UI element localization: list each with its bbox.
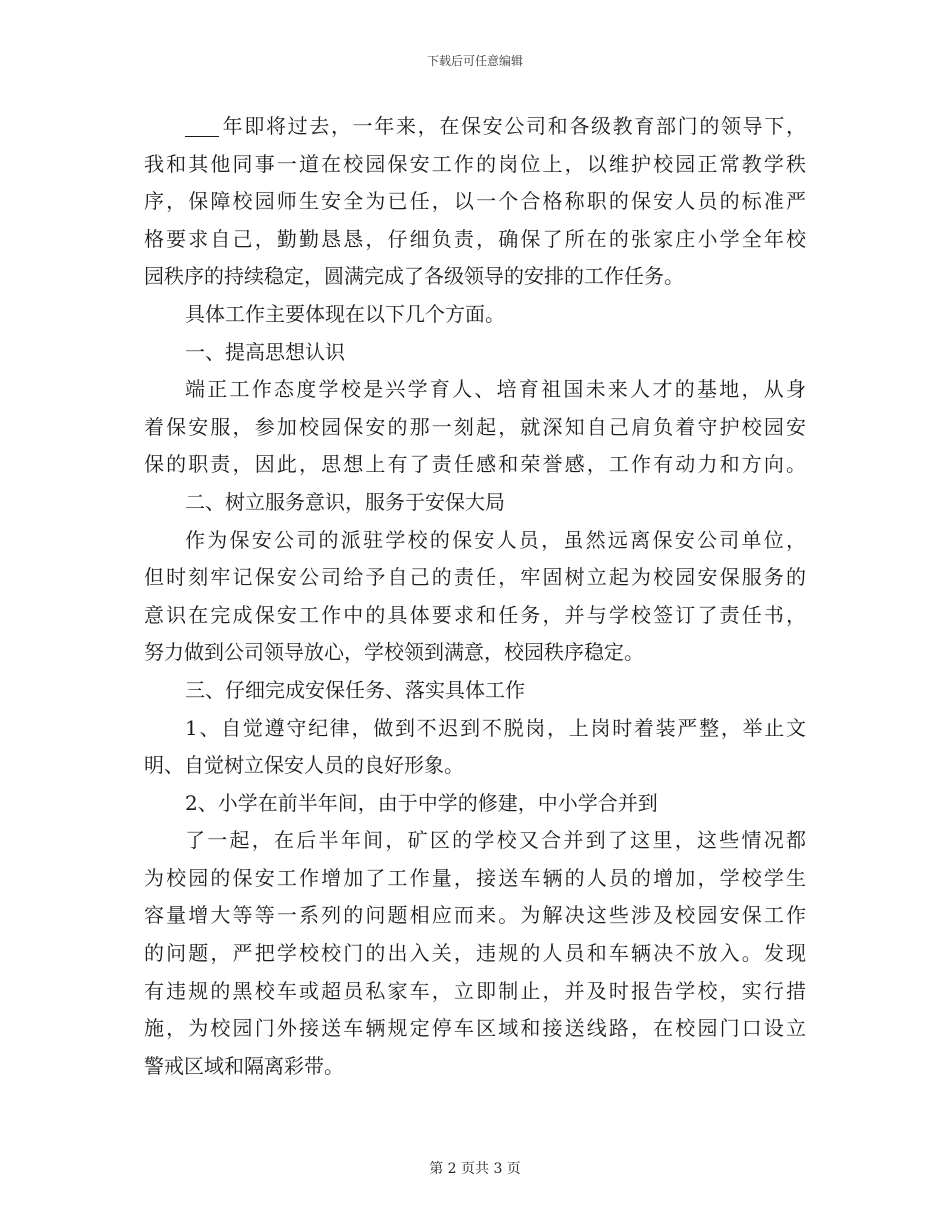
text-line (144, 897, 806, 935)
text-line (144, 146, 806, 184)
text-line-content: 了一起，在后半年间，矿区的学校又合并到了这里，这些情况都 (185, 828, 806, 853)
text-line-content: 的问题，严把学校校门的出入关，违规的人员和车辆决不放入。发现 (144, 941, 806, 966)
page-number-footer: 第 2 页共 3 页 (429, 1161, 521, 1177)
text-line-content: 端正工作态度学校是兴学育人、培育祖国未来人才的基地，从身 (185, 377, 806, 402)
page-header-note: 下载后可任意编辑 (426, 54, 523, 68)
document-body (144, 108, 806, 1085)
text-line (144, 559, 806, 597)
text-line-content: 但时刻牢记保安公司给予自己的责任，牢固树立起为校园安保服务的 (144, 565, 806, 590)
text-line-content: 意识在完成保安工作中的具体要求和任务，并与学校签订了责任书， (144, 602, 806, 627)
text-line (144, 484, 806, 522)
text-line-content: 格要求自己，勤勤恳恳，仔细负责，确保了所在的张家庄小学全年校 (144, 226, 806, 251)
text-line (144, 747, 806, 785)
text-line-content: 明、自觉树立保安人员的良好形象。 (144, 753, 464, 778)
text-line (144, 973, 806, 1011)
text-line (144, 1010, 806, 1048)
text-line-content: 年即将过去，一年来，在保安公司和各级教育部门的领导下， (221, 114, 806, 138)
text-line-content: 1、自觉遵守纪律，做到不迟到不脱岗，上岗时着装严整，举止文 (185, 715, 806, 740)
text-line (144, 221, 806, 259)
text-line (144, 1048, 806, 1086)
text-line-content: 容量增大等等一系列的问题相应而来。为解决这些涉及校园安保工作 (144, 903, 806, 928)
text-line-content: 着保安服，参加校园保安的那一刻起，就深知自己肩负着守护校园安 (144, 414, 806, 439)
text-line (144, 522, 806, 560)
text-line (144, 785, 806, 823)
text-line-content: 一、提高思想认识 (185, 339, 345, 364)
text-line (144, 710, 806, 748)
text-line (144, 409, 806, 447)
text-line-content: 努力做到公司领导放心，学校领到满意，校园秩序稳定。 (144, 640, 644, 665)
text-line (144, 334, 806, 372)
text-line (144, 183, 806, 221)
text-line-content: 保的职责，因此，思想上有了责任感和荣誉感，工作有动力和方向。 (144, 452, 806, 477)
text-line (144, 371, 806, 409)
text-line (144, 258, 806, 296)
text-line-content: 为校园的保安工作增加了工作量，接送车辆的人员的增加，学校学生 (144, 865, 806, 890)
text-line (144, 634, 806, 672)
text-line-content: 具体工作主要体现在以下几个方面。 (185, 301, 505, 326)
text-line (144, 597, 806, 635)
text-line (144, 296, 806, 334)
text-line-content: 我和其他同事一道在校园保安工作的岗位上，以维护校园正常教学秩 (144, 151, 806, 176)
text-line (144, 860, 806, 898)
text-line (144, 672, 806, 710)
text-line-content: 警戒区域和隔离彩带。 (144, 1053, 344, 1078)
text-line (144, 822, 806, 860)
text-line-content: 有违规的黑校车或超员私家车，立即制止，并及时报告学校，实行措 (144, 978, 806, 1003)
text-line-content: 二、树立服务意识，服务于安保大局 (185, 489, 505, 514)
text-line-content: 作为保安公司的派驻学校的保安人员，虽然远离保安公司单位， (185, 527, 806, 552)
text-line (144, 935, 806, 973)
text-line-content: 施，为校园门外接送车辆规定停车区域和接送线路，在校园门口设立 (144, 1016, 806, 1041)
text-line-content: 三、仔细完成安保任务、落实具体工作 (185, 677, 525, 702)
text-line (144, 446, 806, 484)
text-line-content: 2、小学在前半年间，由于中学的修建，中小学合并到 (185, 790, 658, 815)
text-line-content: 序，保障校园师生安全为已任，以一个合格称职的保安人员的标准严 (144, 189, 806, 214)
text-line (144, 108, 806, 146)
fill-in-blank (185, 116, 219, 137)
text-line-content: 园秩序的持续稳定，圆满完成了各级领导的安排的工作任务。 (144, 264, 684, 289)
